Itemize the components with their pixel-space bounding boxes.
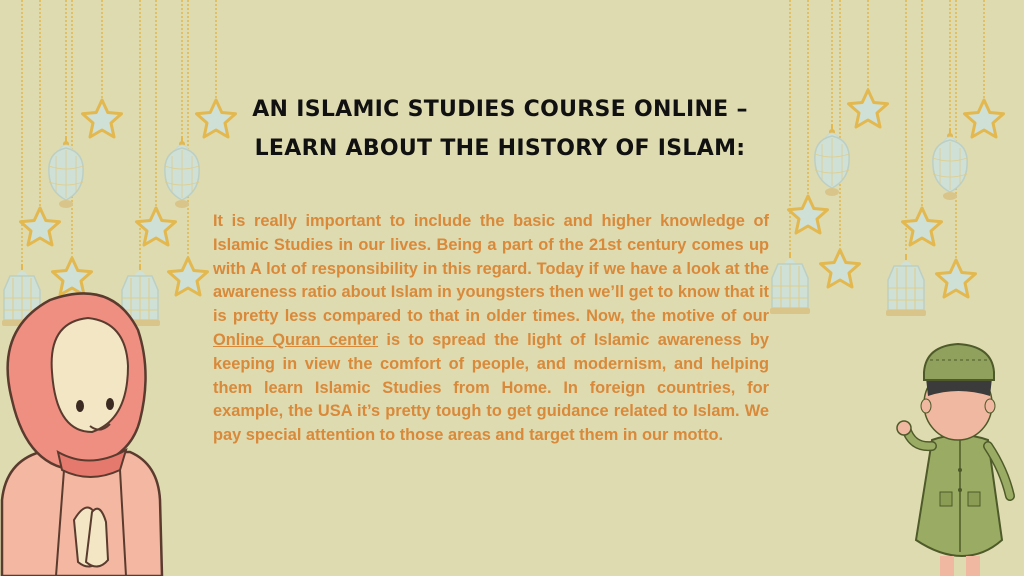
slide-title: AN ISLAMIC STUDIES COURSE ONLINE – LEARN ABOUT THE HISTORY OF ISLAM: bbox=[252, 97, 748, 161]
paragraph-text-before-link: It is really important to include the basic and higher knowledge of Islamic Studies in our lives. Being a part of the 21st century comes up with A lot of responsibility in this regard. Today if we have a look at the awareness ratio about Islam in youngsters then we’ll get to know that it is pretty less compared to that in older times. Now, the motive of our bbox=[213, 212, 769, 326]
girl-illustration bbox=[2, 293, 162, 576]
left-hanging-decor bbox=[2, 0, 236, 326]
paragraph-text-after-link: is to spread the light of Islamic awareness by keeping in view the comfort of people, and modernism, and helping them learn Islamic Studies from Home. In foreign countries, for example, the USA it’s pretty tough to get guidance related to Islam. We pay special attention to those areas and target them in our motto. bbox=[213, 330, 769, 445]
right-hanging-decor bbox=[770, 0, 1004, 316]
body-paragraph bbox=[213, 210, 769, 448]
boy-illustration bbox=[897, 344, 1010, 576]
online-quran-center-link[interactable]: Online Quran center bbox=[213, 330, 379, 349]
